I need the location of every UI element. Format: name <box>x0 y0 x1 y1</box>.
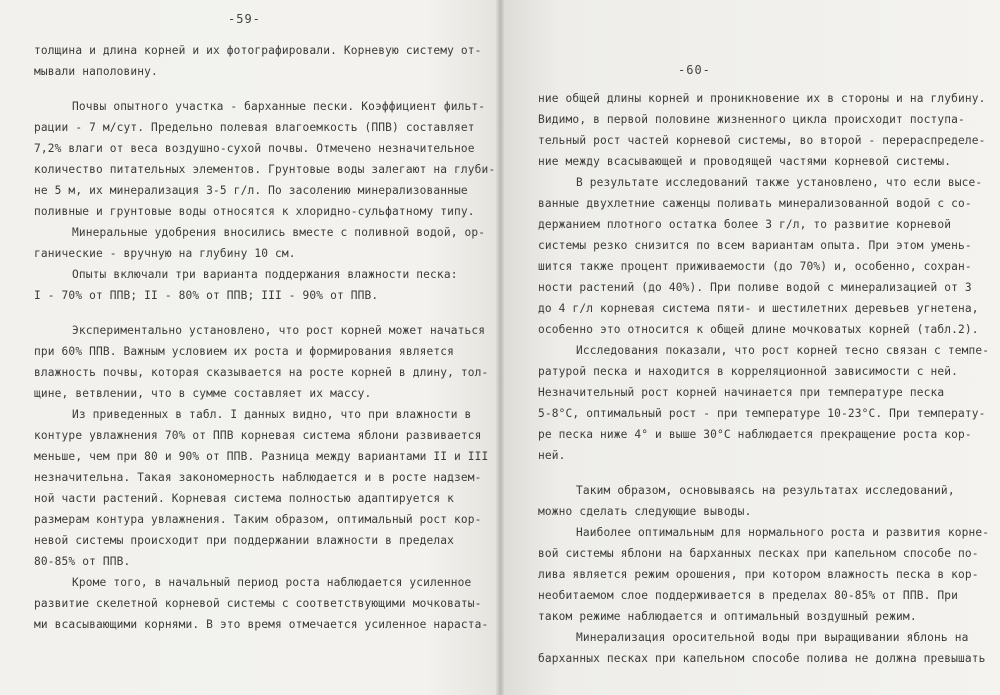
text-line: толщина и длина корней и их фотографировали. Корневую систему от- <box>34 44 482 57</box>
right-page <box>500 0 1000 695</box>
text-line <box>538 466 974 480</box>
text-line: лива является режим орошения, при котором влажность песка в кор- <box>538 568 979 581</box>
text-line: ности растений (до 40%). При поливе водой с минерализацией от 3 <box>538 281 972 294</box>
text-line: размерам контура увлажнения. Таким образом, оптимальный рост кор- <box>34 513 482 526</box>
text-line: барханных песках при капельном способе полива не должна превышать <box>538 652 986 665</box>
text-line: Наиболее оптимальным для нормального роста и развития корне- <box>576 526 990 539</box>
text-line: Из приведенных в табл. I данных видно, что при влажности в <box>72 408 472 421</box>
text-line: Опыты включали три варианта поддержания влажности песка: <box>72 268 458 281</box>
text-line: Таким образом, основываясь на результатах исследований, <box>576 484 955 497</box>
text-line: рации - 7 м/сут. Предельно полевая влагоемкость (ППВ) составляет <box>34 121 475 134</box>
text-line: В результате исследований также установлено, что если высе- <box>576 176 983 189</box>
text-line: ванные двухлетние саженцы поливать минерализованной водой с со- <box>538 197 972 210</box>
text-line: шится также процент приживаемости (до 70%) и, особенно, сохран- <box>538 260 972 273</box>
text-line: невой системы происходит при поддержании влажности в пределах <box>34 534 455 547</box>
text-line: меньше, чем при 80 и 90% от ППВ. Разница между вариантами II и III <box>34 450 489 463</box>
book-gutter <box>496 0 504 695</box>
text-line: ной части растений. Корневая система полностью адаптируется к <box>34 492 455 505</box>
text-line: ние общей длины корней и проникновение их в стороны и на глубину. <box>538 92 986 105</box>
text-line: 7,2% влаги от веса воздушно-сухой почвы. Отмечено незначительное <box>34 142 475 155</box>
text-line: вой системы яблони на барханных песках при капельном способе по- <box>538 547 979 560</box>
text-line <box>34 82 474 96</box>
text-line: при 60% ППВ. Важным условием их роста и формирования является <box>34 345 455 358</box>
page-text <box>538 88 990 669</box>
text-line: щине, ветвлении, что в сумме составляет их массу. <box>34 387 372 400</box>
text-line: ратурой песка и находится в корреляционной зависимости с ней. <box>538 365 959 378</box>
page-number: -59- <box>228 12 261 26</box>
text-line: тельный рост частей корневой системы, во второй - перераспределе- <box>538 134 986 147</box>
page-number: -60- <box>678 63 711 77</box>
text-line: ней. <box>538 449 566 462</box>
text-line: системы резко снизится по всем вариантам опыта. При этом умень- <box>538 239 972 252</box>
text-line: Экспериментально установлено, что рост корней может начаться <box>72 324 486 337</box>
text-line: необитаемом слое поддерживается в пределах 80-85% от ППВ. При <box>538 589 959 602</box>
text-line: ре песка ниже 4° и выше 30°С наблюдается прекращение роста кор- <box>538 428 972 441</box>
text-line <box>34 306 474 320</box>
text-line: Незначительный рост корней начинается при температуре песка <box>538 386 945 399</box>
text-line: до 4 г/л корневая система пяти- и шестилетних деревьев угнетена, <box>538 302 979 315</box>
text-line: поливные и грунтовые воды относятся к хлоридно-сульфатному типу. <box>34 205 475 218</box>
text-line: Кроме того, в начальный период роста наблюдается усиленное <box>72 576 472 589</box>
text-line: ми всасывающими корнями. В это время отмечается усиленное нараста- <box>34 618 489 631</box>
text-line: таком режиме наблюдается и оптимальный воздушный режим. <box>538 610 917 623</box>
text-line: влажность почвы, которая сказывается на росте корней в длину, тол- <box>34 366 489 379</box>
text-line: Минеральные удобрения вносились вместе с поливной водой, ор- <box>72 226 486 239</box>
text-line: количество питательных элементов. Грунтовые воды залегают на глуби- <box>34 163 496 176</box>
page-text <box>34 40 496 635</box>
text-line: Минерализация оросительной воды при выращивании яблонь на <box>576 631 969 644</box>
text-line: Видимо, в первой половине жизненного цикла происходит поступа- <box>538 113 965 126</box>
text-line: Исследования показали, что рост корней тесно связан с темпе- <box>576 344 990 357</box>
text-line: особенно это относится к общей длине мочковатых корней (табл.2). <box>538 323 979 336</box>
text-line: можно сделать следующие выводы. <box>538 505 752 518</box>
text-line: развитие скелетной корневой системы с соответствующими мочковаты- <box>34 597 482 610</box>
text-line: ганические - вручную на глубину 10 см. <box>34 247 296 260</box>
text-line: 80-85% от ППВ. <box>34 555 131 568</box>
text-line: мывали наполовину. <box>34 65 158 78</box>
text-line: ние между всасывающей и проводящей частями корневой системы. <box>538 155 952 168</box>
text-line: Почвы опытного участка - барханные пески. Коэффициент фильт- <box>72 100 486 113</box>
text-line: контуре увлажнения 70% от ППВ корневая система яблони развивается <box>34 429 482 442</box>
text-line: не 5 м, их минерализация 3-5 г/л. По засолению минерализованные <box>34 184 468 197</box>
text-line: 5-8°С, оптимальный рост - при температуре 10-23°С. При температу- <box>538 407 986 420</box>
text-line: незначительна. Такая закономерность наблюдается и в росте надзем- <box>34 471 482 484</box>
text-line: I - 70% от ППВ; II - 80% от ППВ; III - 90% от ППВ. <box>34 289 379 302</box>
text-line: держанием плотного остатка более 3 г/л, то развитие корневой <box>538 218 952 231</box>
